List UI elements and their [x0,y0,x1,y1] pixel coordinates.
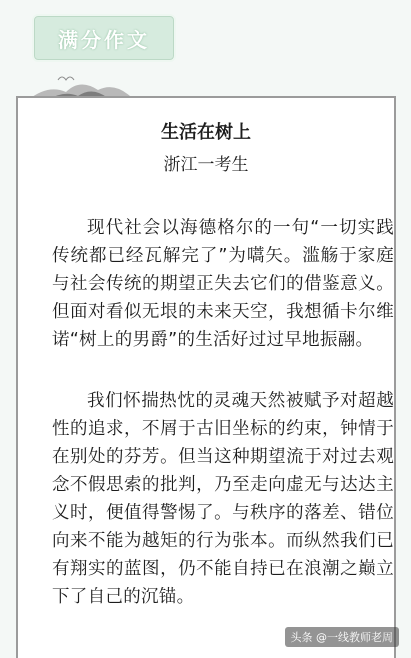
banner-label: 满分作文 [58,27,150,52]
full-score-essay-banner [32,14,176,62]
essay-author: 浙江一考生 [163,155,249,175]
essay-title: 生活在树上 [161,122,251,143]
essay-paragraph: 现代社会以海德格尔的一句“一切实践传统都已经瓦解完了”为嚆矢。滥觞于家庭与社会传统的期望正失去它们的借鉴意义。但面对看似无垠的未来天空，我想循卡尔维诺“树上的男爵”的生活好过过早地振翮。 [52,218,394,350]
essay-card [16,96,396,658]
source-watermark: 头条 @一线教师老周 [285,627,400,647]
essay-paragraph: 我们怀揣热忱的灵魂天然被赋予对超越性的追求，不屑于古旧坐标的约束，钟情于在别处的芬芳。但当这种期望流于对过去观念不假思索的批判，乃至走向虚无与达达主义时，便值得警惕了。与秩序的落差、错位向来不能为越矩的行为张本。而纵然我们已有翔实的蓝图，仍不能自持已在浪潮之巅立下了自己的沉锚。 [52,391,394,607]
